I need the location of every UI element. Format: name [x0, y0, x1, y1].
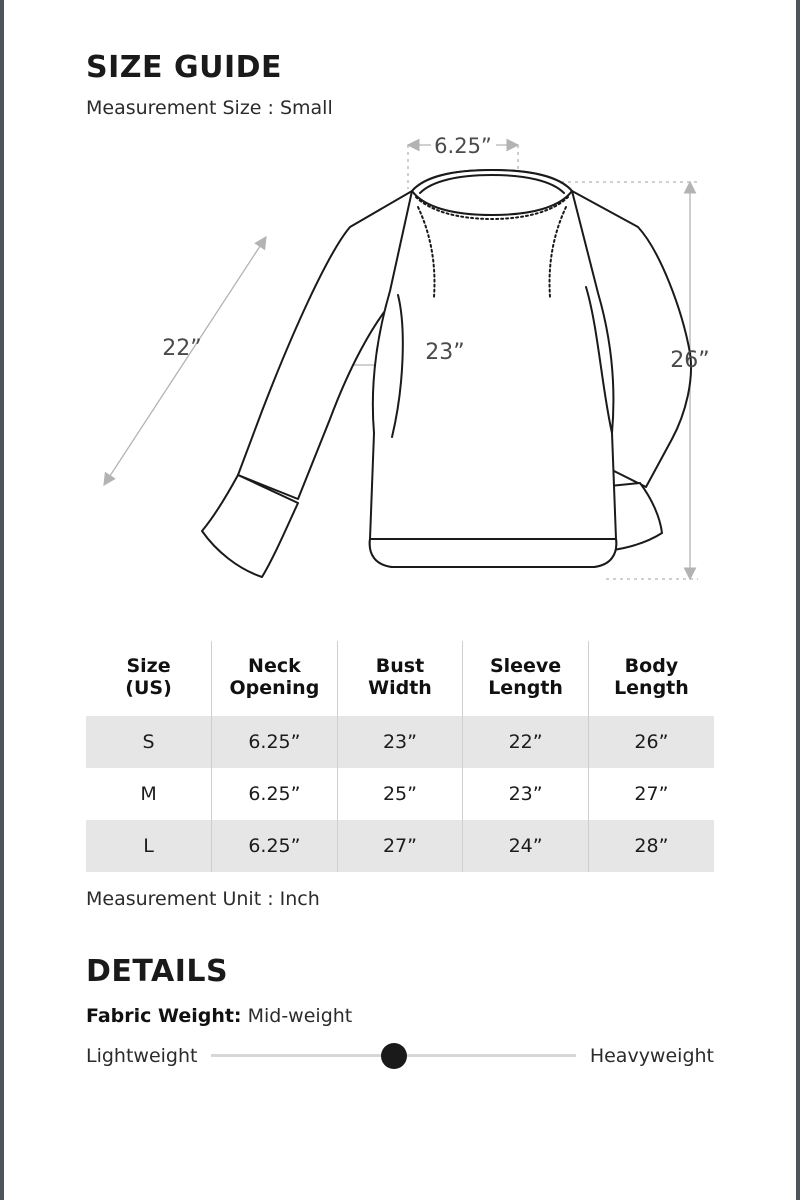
cell-bust: 23” [337, 716, 463, 768]
header-bust-width [337, 641, 463, 716]
table-row [86, 768, 714, 820]
cell-size: S [86, 716, 212, 768]
table-header-row [86, 641, 714, 716]
svg-text:22”: 22” [162, 336, 202, 361]
table-row [86, 716, 714, 768]
svg-text:23”: 23” [425, 340, 465, 365]
cell-sleeve: 22” [463, 716, 589, 768]
right-edge-bar [796, 0, 800, 1200]
table-row [86, 820, 714, 872]
slider-min-label: Lightweight [86, 1044, 198, 1067]
cell-size: M [86, 768, 212, 820]
fabric-weight-slider[interactable] [86, 1043, 714, 1069]
measurement-size-label: Measurement Size : Small [86, 97, 333, 119]
cell-body: 28” [634, 834, 669, 857]
header-sleeve-length [463, 641, 589, 716]
header-body-line1: Body [624, 655, 679, 677]
slider-knob[interactable] [381, 1043, 407, 1069]
fabric-weight-line [86, 1005, 714, 1027]
left-edge-bar [0, 0, 4, 1200]
header-neck-line1: Neck [248, 655, 301, 677]
size-table [86, 641, 714, 872]
cell-body: 26” [634, 730, 669, 753]
header-bust-line1: Bust [375, 655, 425, 677]
header-bust-line2: Width [368, 677, 432, 700]
slider-max-label: Heavyweight [589, 1044, 714, 1067]
page-content [86, 0, 714, 1200]
page-title: SIZE GUIDE [86, 50, 283, 85]
header-sleeve-line1: Sleeve [489, 655, 562, 677]
fabric-weight-label: Fabric Weight: [86, 1004, 242, 1027]
cell-size: L [86, 820, 212, 872]
cell-sleeve: 24” [463, 820, 589, 872]
garment-diagram [86, 127, 714, 627]
header-size [86, 641, 212, 716]
fabric-weight-value: Mid-weight [247, 1004, 353, 1027]
svg-text:26”: 26” [670, 348, 710, 373]
header-sleeve-line2: Length [488, 677, 563, 700]
cell-bust: 25” [337, 768, 463, 820]
measurement-unit-note: Measurement Unit : Inch [86, 887, 320, 910]
cell-neck: 6.25” [212, 768, 338, 820]
header-neck-opening [212, 641, 338, 716]
header-body-line2: Length [614, 677, 689, 700]
slider-track-wrap[interactable] [211, 1043, 575, 1069]
cell-neck: 6.25” [212, 820, 338, 872]
cell-neck: 6.25” [212, 716, 338, 768]
cell-bust: 27” [337, 820, 463, 872]
svg-text:6.25”: 6.25” [434, 134, 492, 158]
cell-body: 27” [634, 782, 669, 805]
size-table-head [86, 641, 714, 716]
details-title: DETAILS [86, 953, 229, 989]
header-neck-line2: Opening [229, 677, 320, 700]
size-table-body [86, 716, 714, 872]
cell-sleeve: 23” [463, 768, 589, 820]
header-body-length [588, 641, 714, 716]
header-size-line1: Size [126, 655, 171, 677]
header-size-line2: (US) [125, 677, 172, 700]
